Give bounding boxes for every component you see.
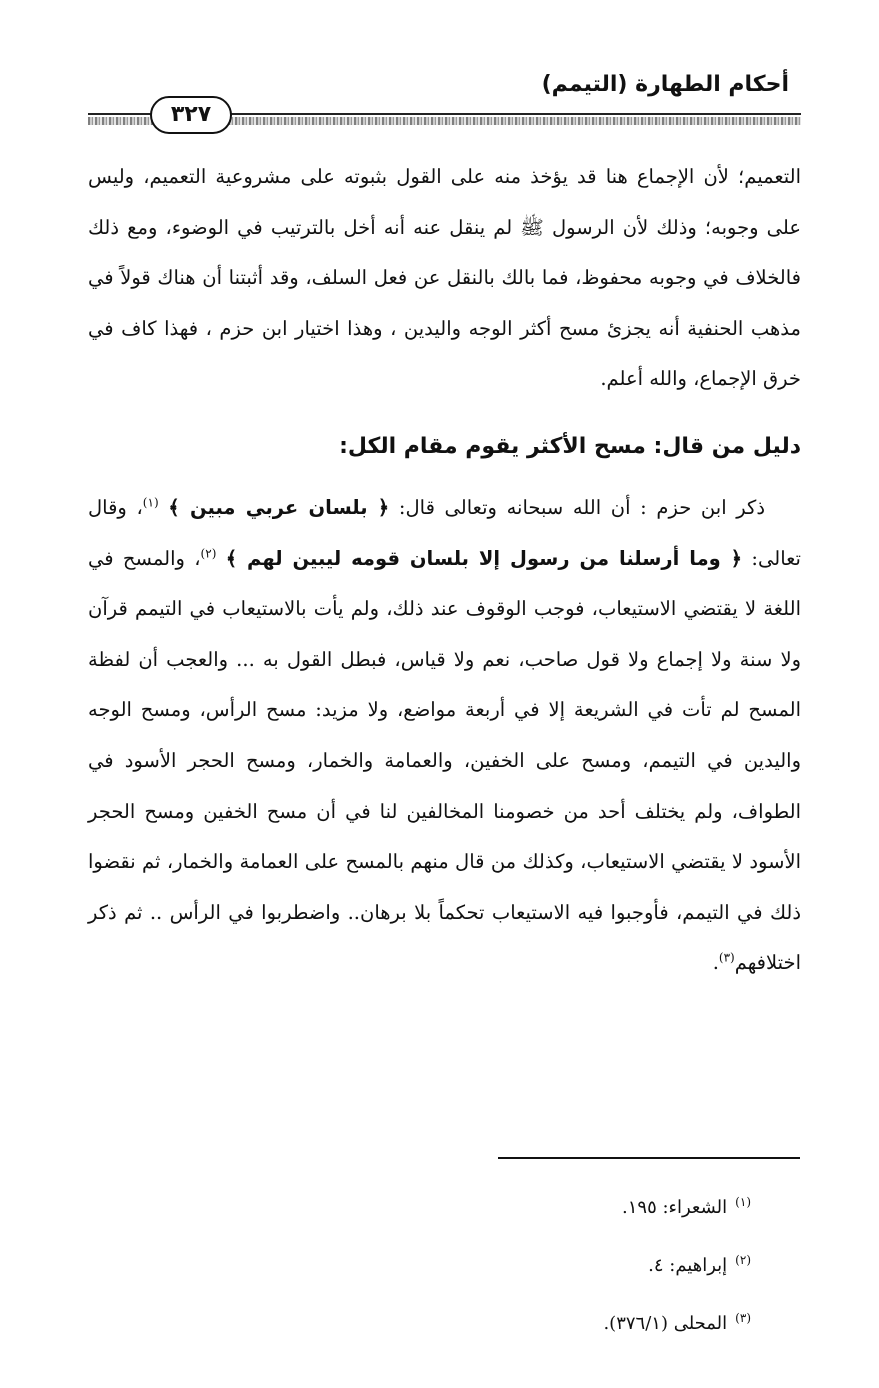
p2-intro: ذكر ابن حزم : أن الله سبحانه وتعالى قال: [389, 495, 765, 519]
footnote-ref-2[interactable]: (٢) [200, 546, 217, 561]
footnote-separator [498, 1157, 800, 1159]
paragraph-1: التعميم؛ لأن الإجماع هنا قد يؤخذ منه على القول بثبوته على مشروعية التعميم، وليس على وجوبه؛ وذلك لأن الرسول ﷺ لم ينقل عنه أنه أخل بالترتيب في الوضوء، ومع ذلك فالخلاف في وجوبه محفوظ، فما بالك بالنقل عن فعل السلف، وقد أثبتنا أن هناك قولاً في مذهب الحنفية أنه يجزئ مسح أكثر الوجه واليدين ، وهذا اختيار ابن حزم ، فهذا كاف في خرق الإجماع، والله أعلم. [88, 165, 801, 391]
footnote-mark: (٣) [735, 1311, 751, 1325]
running-title: أحكام الطهارة (التيمم) [541, 72, 789, 97]
footnote-text: إبراهيم: ٤. [648, 1255, 728, 1276]
main-text [88, 152, 801, 989]
footnote-mark: (٢) [735, 1253, 751, 1267]
p2-mid: ، وقال تعالى: [88, 495, 801, 570]
paragraph-2 [88, 483, 801, 989]
p2-end: . [712, 951, 719, 975]
page-number: ٣٢٧ [150, 96, 232, 134]
footnote-ref-3[interactable]: (٣) [718, 950, 735, 965]
footnote-text: المحلى (٣٧٦/١). [603, 1313, 728, 1334]
footnote-ref-1[interactable]: (١) [142, 495, 159, 510]
quran-verse-1: ﴿ بلسان عربي مبين ﴾ [168, 495, 390, 519]
footnote-text: الشعراء: ١٩٥. [622, 1197, 728, 1218]
footnote-2 [351, 1234, 751, 1292]
footnote-mark: (١) [735, 1195, 751, 1209]
footnote-3 [351, 1292, 751, 1350]
footnote-1 [351, 1176, 751, 1234]
section-heading: دليل من قال: مسح الأكثر يقوم مقام الكل: [339, 433, 801, 459]
quran-verse-2: ﴿ وما أرسلنا من رسول إلا بلسان قومه ليبين لهم ﴾ [225, 546, 743, 570]
p2-rest: ، والمسح في اللغة لا يقتضي الاستيعاب، فوجب الوقوف عند ذلك، ولم يأت بالاستيعاب في التيمم قرآن ولا سنة ولا إجماع ولا قول صاحب، نعم ولا قياس، فبطل القول به ... والعجب أن لفظة المسح لم تأت في الشريعة إلا في أربعة مواضع، ولا مزيد: مسح الرأس، ومسح الوجه واليدين في التيمم، ومسح على الخفين، والعمامة والخمار، ومسح الحجر الأسود في الطواف، ولم يختلف أحد من خصومنا المخالفين لنا في أن مسح الخفين ومسح الحجر الأسود لا يقتضي الاستيعاب، وكذلك من قال منهم بالمسح على العمامة والخمار، ثم نقضوا ذلك في التيمم، فأوجبوا فيه الاستيعاب تحكماً بلا برهان.. واضطربوا في الرأس .. ثم ذكر اختلافهم [88, 546, 801, 975]
footnotes [351, 1176, 751, 1350]
